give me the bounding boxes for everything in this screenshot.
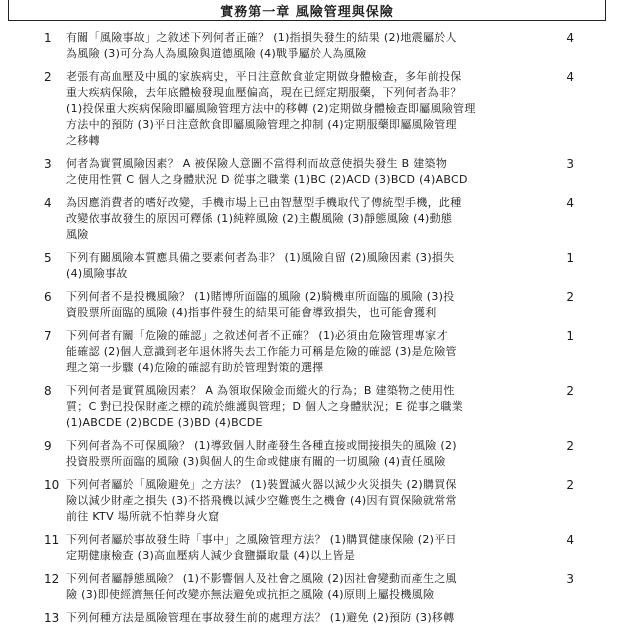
answer-key: 4 — [566, 533, 574, 547]
question-item — [0, 328, 620, 376]
chapter-title: 實務第一章 風險管理與保險 — [220, 4, 394, 20]
question-item — [0, 383, 620, 431]
question-number: 3 — [44, 157, 52, 171]
question-text: 下列何者為不可保風險？ (1)導致個人財產發生各種直接或間接損失的風險 (2) 投資股票所面臨的風險 (3)與個人的生命或健康有關的一切風險 (4)責任風險 — [66, 439, 457, 468]
answer-key: 2 — [566, 478, 574, 492]
question-number: 6 — [44, 290, 52, 304]
question-number: 1 — [44, 31, 52, 45]
question-text: 下列何種方法是風險管理在事故發生前的處理方法？ (1)避免 (2)預防 (3)移轉 — [66, 611, 455, 624]
question-number: 7 — [44, 329, 52, 343]
chapter-header — [8, 0, 606, 21]
question-number: 12 — [44, 572, 60, 586]
question-item — [0, 438, 620, 470]
answer-key: 1 — [566, 251, 574, 265]
question-number: 11 — [44, 533, 60, 547]
question-list — [0, 30, 620, 633]
question-text: 有關「風險事故」之敘述下列何者正確？ (1)指損失發生的結果 (2)地震屬於人 為風險 (3)可分為人為風險與道德風險 (4)戰爭屬於人為風險 — [66, 31, 457, 60]
question-item — [0, 289, 620, 321]
question-text: 下列何者不是投機風險？ (1)賭博所面臨的風險 (2)騎機車所面臨的風險 (3)投 資股票所面臨的風險 (4)指事件發生的結果可能會導致損失，也可能會獲利 — [66, 290, 455, 319]
question-number: 4 — [44, 196, 52, 210]
question-number: 2 — [44, 70, 52, 84]
question-item — [0, 610, 620, 626]
answer-key: 2 — [566, 439, 574, 453]
answer-key: 1 — [566, 329, 574, 343]
question-item — [0, 30, 620, 62]
question-item — [0, 156, 620, 188]
question-number: 8 — [44, 384, 52, 398]
question-number: 5 — [44, 251, 52, 265]
question-number: 13 — [44, 611, 60, 625]
question-text: 為因應消費者的嗜好改變，手機市場上已由智慧型手機取代了傳統型手機，此種 改變依事故發生的原因可釋係 (1)純粹風險 (2)主觀風險 (3)靜態風險 (4)動態 風險 — [66, 196, 462, 241]
answer-key: 3 — [566, 157, 574, 171]
question-item — [0, 571, 620, 603]
question-item — [0, 69, 620, 149]
answer-key: 2 — [566, 384, 574, 398]
question-text: 老張有高血壓及中風的家族病史，平日注意飲食並定期做身體檢查，多年前投保 重大疾病保險，去年底體檢發現血壓偏高，現在已經定期服藥，下列何者為非？ (1)投保重大疾病保險即屬風險管理方法中的移轉 (2)定期做身體檢查即屬風險管理 方法中的預防 (3)平日注意飲食即屬風險管理之抑制 (4)定期服藥即屬風險管理 之移轉 — [66, 70, 476, 147]
answer-key: 4 — [566, 31, 574, 45]
question-text: 下列有關風險本質應具備之要素何者為非？ (1)風險自留 (2)風險因素 (3)損失 (4)風險事故 — [66, 251, 455, 280]
answer-key: 2 — [566, 290, 574, 304]
question-text: 下列何者是實質風險因素？ A 為領取保險金而縱火的行為；B 建築物之使用性 質；C 對已投保財產之標的疏於維護與管理；D 個人之身體狀況；E 從事之職業 (1)ABCDE (2)BCDE (3)BD (4)BCDE — [66, 384, 463, 429]
question-number: 9 — [44, 439, 52, 453]
question-number: 10 — [44, 478, 60, 492]
question-text: 下列何者屬於「風險避免」之方法？ (1)裝置滅火器以減少火災損失 (2)購買保 險以減少財產之損失 (3)不搭飛機以減少空難喪生之機會 (4)因有買保險就常常 前往 KTV 場所就不怕葬身火窟 — [66, 478, 457, 523]
question-item — [0, 195, 620, 243]
answer-key: 3 — [566, 572, 574, 586]
question-item — [0, 477, 620, 525]
question-text: 下列何者有關「危險的確認」之敘述何者不正確？ (1)必須由危險管理專家才 能確認 (2)個人意識到老年退休將失去工作能力可稱是危險的確認 (3)是危險管 理之第一步驟 (4)危險的確認有助於管理對策的選擇 — [66, 329, 457, 374]
question-text: 何者為實質風險因素？ A 被保險人意圖不當得利而故意使損失發生 B 建築物 之使用性質 C 個人之身體狀況 D 從事之職業 (1)BC (2)ACD (3)BCD (4)ABCD — [66, 157, 468, 186]
answer-key: 4 — [566, 70, 574, 84]
question-item — [0, 250, 620, 282]
question-text: 下列何者屬靜態風險？ (1)不影響個人及社會之風險 (2)因社會變動而產生之風 險 (3)即使經濟無任何改變亦無法避免或抗拒之風險 (4)原則上屬投機風險 — [66, 572, 457, 601]
answer-key: 4 — [566, 196, 574, 210]
question-text: 下列何者屬於事故發生時「事中」之風險管理方法？ (1)購買健康保險 (2)平日 定期健康檢查 (3)高血壓病人減少食鹽攝取量 (4)以上皆是 — [66, 533, 457, 562]
question-item — [0, 532, 620, 564]
